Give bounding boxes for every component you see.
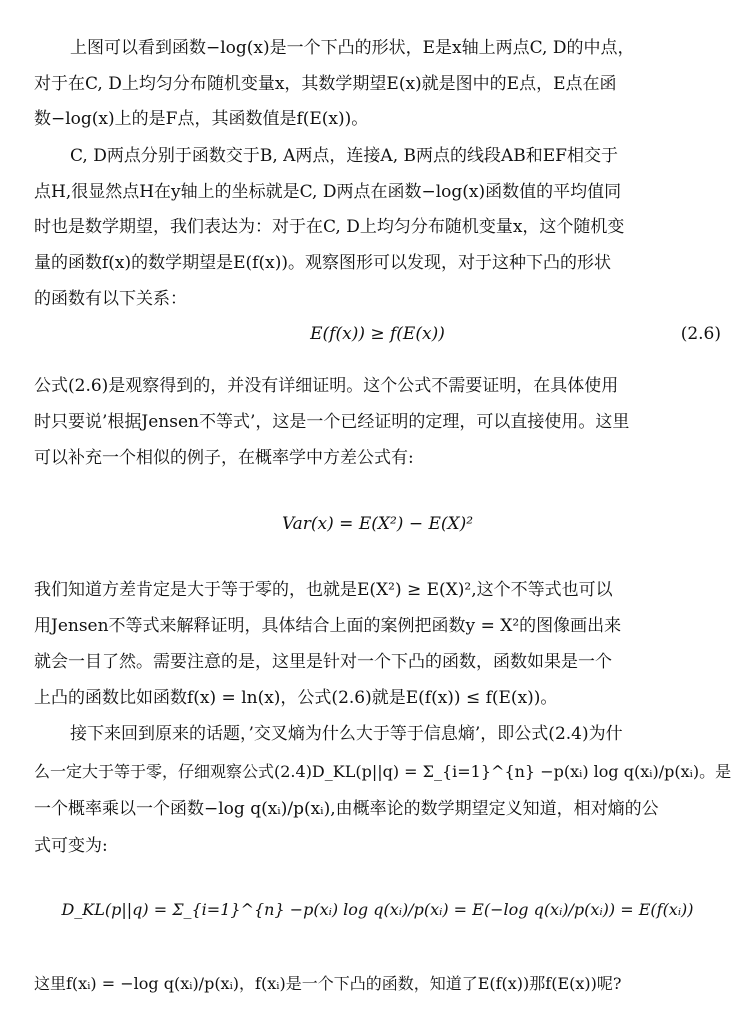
text-line: 数−log(x)上的是F点，其函数值是f(E(x))。 <box>34 109 369 129</box>
text-line: 我们知道方差肯定是大于等于零的，也就是E(X²) ≥ E(X)²,这个不等式也可以 <box>34 580 613 600</box>
equation-number: (2.6) <box>680 324 721 344</box>
text-line: 一个概率乘以一个函数−log q(xᵢ)/p(xᵢ),由概率论的数学期望定义知道，相对熵的公 <box>34 799 659 819</box>
text-line: 公式(2.6)是观察得到的，并没有详细证明。这个公式不需要证明，在具体使用 <box>34 376 619 396</box>
text-line: 对于在C, D上均匀分布随机变量x，其数学期望E(x)就是图中的E点，E点在函 <box>34 74 617 94</box>
text-line: 上图可以看到函数−log(x)是一个下凸的形状，E是x轴上两点C, D的中点， <box>70 38 635 58</box>
equation-2-6: E(f(x)) ≥ f(E(x)) <box>310 324 445 344</box>
text-line: 时只要说’根据Jensen不等式’，这是一个已经证明的定理，可以直接使用。这里 <box>34 412 630 432</box>
text-line: 量的函数f(x)的数学期望是E(f(x))。观察图形可以发现，对于这种下凸的形状 <box>34 253 611 273</box>
text-line: 这里f(xᵢ) = −log q(xᵢ)/p(xᵢ)，f(xᵢ)是一个下凸的函数，知道了E(f(x))那f(E(x))呢? <box>34 974 622 993</box>
text-line: 式可变为: <box>34 836 108 856</box>
text-line: 的函数有以下关系： <box>34 289 187 309</box>
text-line: 点H,很显然点H在y轴上的坐标就是C, D两点在函数−log(x)函数值的平均值同 <box>34 182 622 202</box>
text-line: 就会一目了然。需要注意的是，这里是针对一个下凸的函数，函数如果是一个 <box>34 652 612 672</box>
text-line: 时也是数学期望，我们表达为：对于在C, D上均匀分布随机变量x，这个随机变 <box>34 217 625 237</box>
text-line: 么一定大于等于零，仔细观察公式(2.4)D_KL(p||q) = Σ_{i=1}^{n} −p(xᵢ) log q(xᵢ)/p(xᵢ)。是 <box>34 762 732 781</box>
text-line: 上凸的函数比如函数f(x) = ln(x)，公式(2.6)就是E(f(x)) ≤ f(E(x))。 <box>34 688 558 708</box>
text-line: 可以补充一个相似的例子，在概率学中方差公式有: <box>34 448 414 468</box>
text-line: 接下来回到原来的话题，’交叉熵为什么大于等于信息熵’，即公式(2.4)为什 <box>70 724 623 744</box>
equation-kl-divergence: D_KL(p||q) = Σ_{i=1}^{n} −p(xᵢ) log q(xᵢ)/p(xᵢ) = E(−log q(xᵢ)/p(xᵢ)) = E(f(xᵢ)) <box>61 900 694 919</box>
equation-variance: Var(x) = E(X²) − E(X)² <box>281 514 474 534</box>
text-line: 用Jensen不等式来解释证明，具体结合上面的案例把函数y = X²的图像画出来 <box>34 616 622 636</box>
text-line: C, D两点分别于函数交于B, A两点，连接A, B两点的线段AB和EF相交于 <box>70 146 618 166</box>
